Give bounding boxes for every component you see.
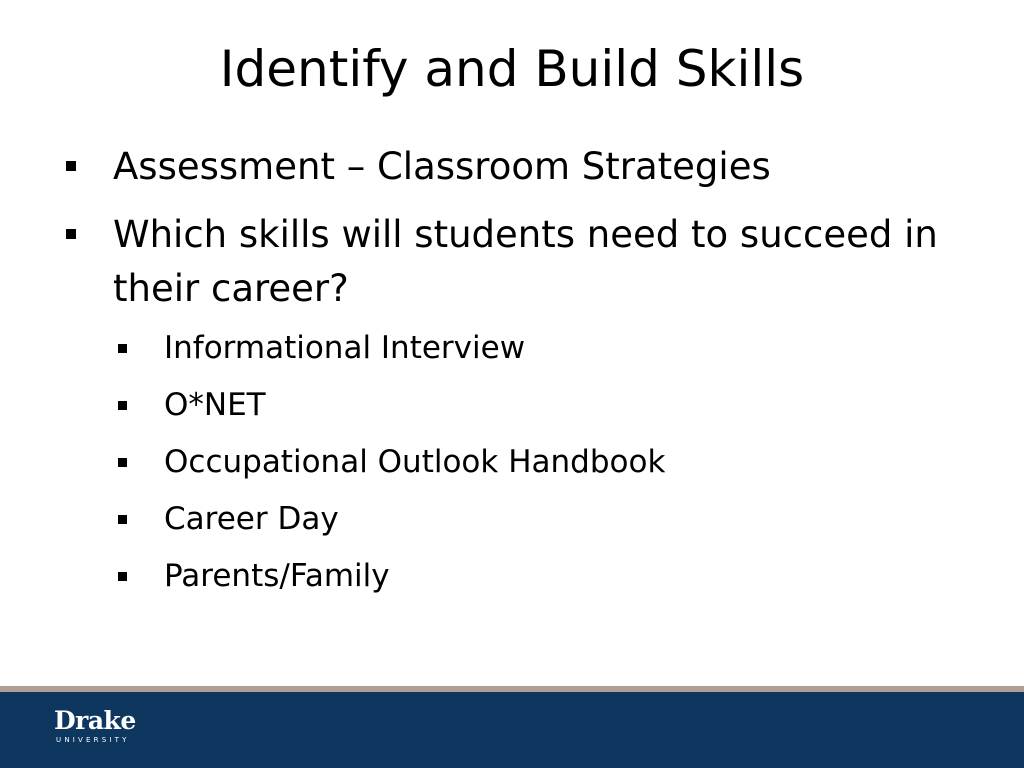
sub-bullet-text: Career Day (164, 501, 339, 537)
logo-wordmark: Drake (54, 706, 136, 735)
footer-bar (0, 692, 1024, 768)
bullet-text: Assessment – Classroom Strategies (113, 145, 771, 188)
bullet-text: Which skills will students need to succeed in their career? (113, 213, 938, 310)
square-bullet-icon (66, 161, 76, 171)
square-bullet-icon (118, 344, 127, 353)
bullet-item (62, 208, 992, 316)
slide-title: Identify and Build Skills (219, 40, 805, 98)
sub-bullet-item (114, 377, 992, 434)
sub-bullet-text: Occupational Outlook Handbook (164, 444, 666, 480)
square-bullet-icon (118, 458, 127, 467)
sub-bullet-item (114, 491, 992, 548)
logo-subtext: UNIVERSITY (56, 736, 130, 744)
drake-university-logo (54, 706, 149, 745)
square-bullet-icon (118, 515, 127, 524)
square-bullet-icon (118, 401, 127, 410)
bullet-list (62, 140, 992, 605)
square-bullet-icon (118, 572, 127, 581)
sub-bullet-text: Parents/Family (164, 558, 390, 594)
sub-bullet-item (114, 320, 992, 377)
sub-bullet-text: Informational Interview (164, 330, 526, 366)
square-bullet-icon (66, 229, 76, 239)
bullet-item (62, 140, 992, 194)
sub-bullet-item (114, 434, 992, 491)
sub-bullet-text: O*NET (164, 387, 266, 423)
sub-bullet-item (114, 548, 992, 605)
